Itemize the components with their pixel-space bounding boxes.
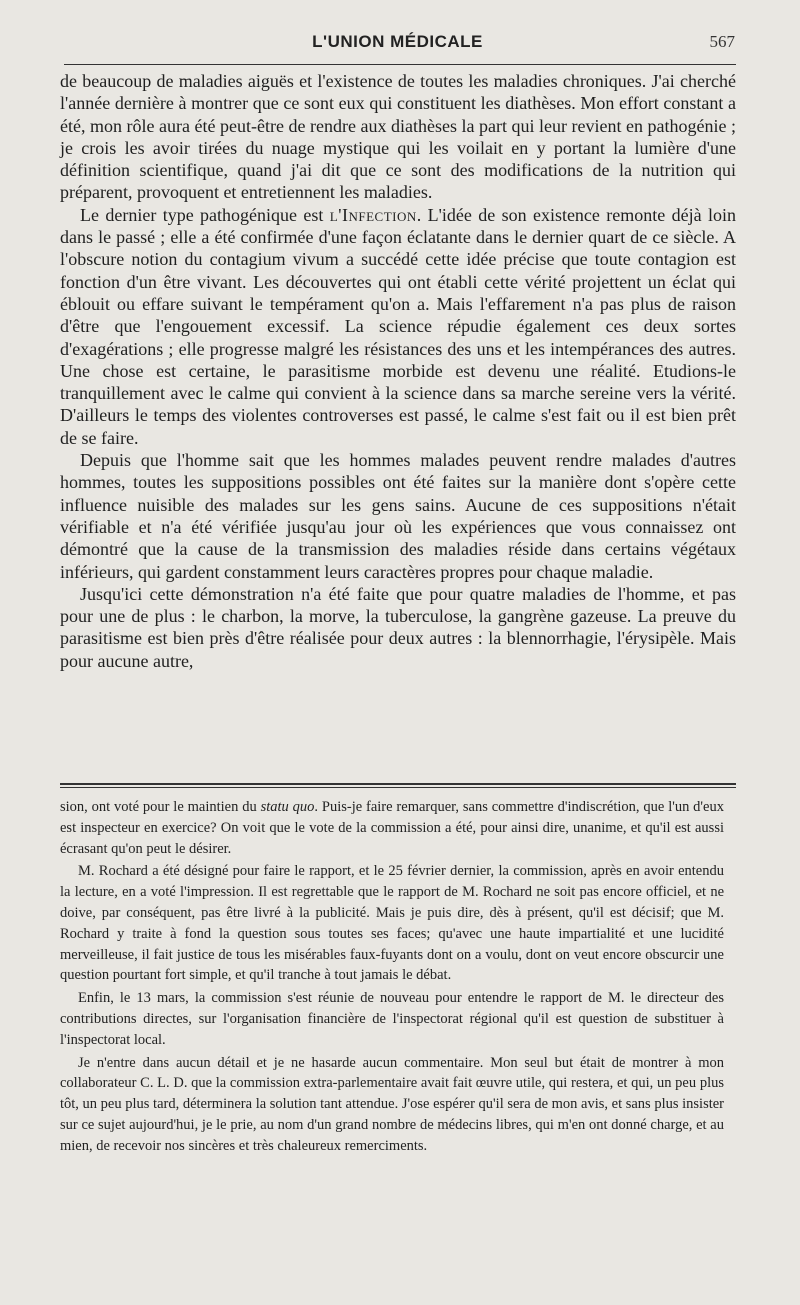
header-rule [64, 64, 736, 65]
paragraph-4: Jusqu'ici cette démonstration n'a été faite que pour quatre maladies de l'homme, et pas pour une de plus : le charbon, la morve, la tuberculose, la gangrène gazeuse. La preuve du parasitisme est bien près d'être réalisée pour deux autres : la blennorrhagie, l'érysipèle. Mais pour aucune autre, [60, 583, 736, 671]
paragraph-2-start: Le dernier type pathogénique est [80, 204, 330, 225]
footnote-separator [60, 783, 736, 788]
footnote-paragraph-1 [60, 797, 724, 859]
term-infection: l'Infection [329, 204, 417, 225]
footnote [60, 797, 724, 1159]
paragraph-2-rest: . L'idée de son existence remonte déjà loin dans le passé ; elle a été confirmée d'une façon éclatante dans le dernier quart de ce siècle. A l'obscure notion du contagium vivum a succédé cette idée précise que toute contagion est fonction d'un être vivant. Les découvertes qui ont établi cette vérité projettent un éclat qui éblouit ou effare suivant le tempérament qu'on a. Mais l'effarement n'a pas plus de raison d'être que l'engouement excessif. La science répudie également ces deux sortes d'exagérations ; elle progresse malgré les résistances des uns et les intempérances des autres. Une chose est certaine, le parasitisme morbide est devenu une réalité. Etudions-le tranquillement avec le calme qui convient à la science dans sa marche sereine vers la vérité. D'ailleurs le temps des violentes controverses est passé, le calme s'est fait ou il est bien prêt de se faire. [60, 204, 736, 448]
page-number: 567 [709, 32, 735, 51]
footnote-paragraph-3: Enfin, le 13 mars, la commission s'est réunie de nouveau pour entendre le rapport de M. le directeur des contributions directes, sur l'organisation financière de l'inspectorat régional qu'il est question de substituer à l'inspectorat local. [60, 990, 724, 1048]
footnote-paragraph-2: M. Rochard a été désigné pour faire le rapport, et le 25 février dernier, la commission, après en avoir entendu la lecture, en a voté l'impression. Il est regrettable que le rapport de M. Rochard ne soit pas encore officiel, et ne doive, par conséquent, pas être livré à la publicité. Mais je puis dire, dès à présent, qu'il est décisif; que M. Rochard y traite à fond la question sous toutes ses faces; qu'avec une haute impartialité et une lucidité merveilleuse, il fait justice de tous les misérables faux-fuyants dont on a voulu, dont on veut encore obscurcir une question pourtant fort simple, et qu'il tranche à tout jamais le débat. [60, 863, 724, 984]
main-text [60, 70, 736, 672]
footnote-1-rest: . Puis-je faire remarquer, sans commettre d'indiscrétion, que l'un d'eux est inspecteur en exercice? On voit que le vote de la commission a été, pour ainsi dire, unanime, et qu'il est aussi écrasant qu'on peut le désirer. [60, 799, 724, 857]
paragraph-2 [60, 204, 736, 449]
page-header [60, 32, 735, 60]
running-title: L'UNION MÉDICALE [312, 32, 483, 51]
footnote-1-italic: statu quo [260, 799, 315, 815]
paragraph-3: Depuis que l'homme sait que les hommes malades peuvent rendre malades d'autres hommes, toutes les suppositions possibles ont été faites sur la manière dont s'opère cette influence nuisible des malades sur les gens sains. Aucune de ces suppositions n'était vérifiable et n'a été vérifiée jusqu'au jour où les expériences que vous connaissez ont démontré que la cause de la transmission des maladies réside dans certains végétaux inférieurs, qui gardent constamment leurs caractères propres pour chaque maladie. [60, 450, 736, 582]
paragraph-1: de beaucoup de maladies aiguës et l'existence de toutes les maladies chroniques. J'ai cherché l'année dernière à montrer que ce sont eux qui constituent les diathèses. Mon effort constant a été, mon rôle aura été peut-être de rendre aux diathèses la part qui leur revient en pathogénie ; je crois les avoir tirées du nuage mystique qui les voilait en y portant la lumière d'une définition scientifique, quand j'ai dit que ce sont des modifications de la nutrition qui préparent, provoquent et entretiennent les maladies. [60, 71, 736, 203]
footnote-paragraph-4: Je n'entre dans aucun détail et je ne hasarde aucun commentaire. Mon seul but était de montrer à mon collaborateur C. L. D. que la commission extra-parlementaire avait fait œuvre utile, qui restera, et qui, un peu plus tôt, un peu plus tard, déterminera la solution tant attendue. J'ose espérer qu'il sera de mon avis, et sans plus insister sur ce sujet aujourd'hui, je le prie, au nom d'un grand nombre de médecins libres, qui m'en ont donné charge, et au mien, de recevoir nos sincères et très chaleureux remerciments. [60, 1054, 725, 1154]
footnote-1-start: sion, ont voté pour le maintien du [60, 799, 261, 815]
